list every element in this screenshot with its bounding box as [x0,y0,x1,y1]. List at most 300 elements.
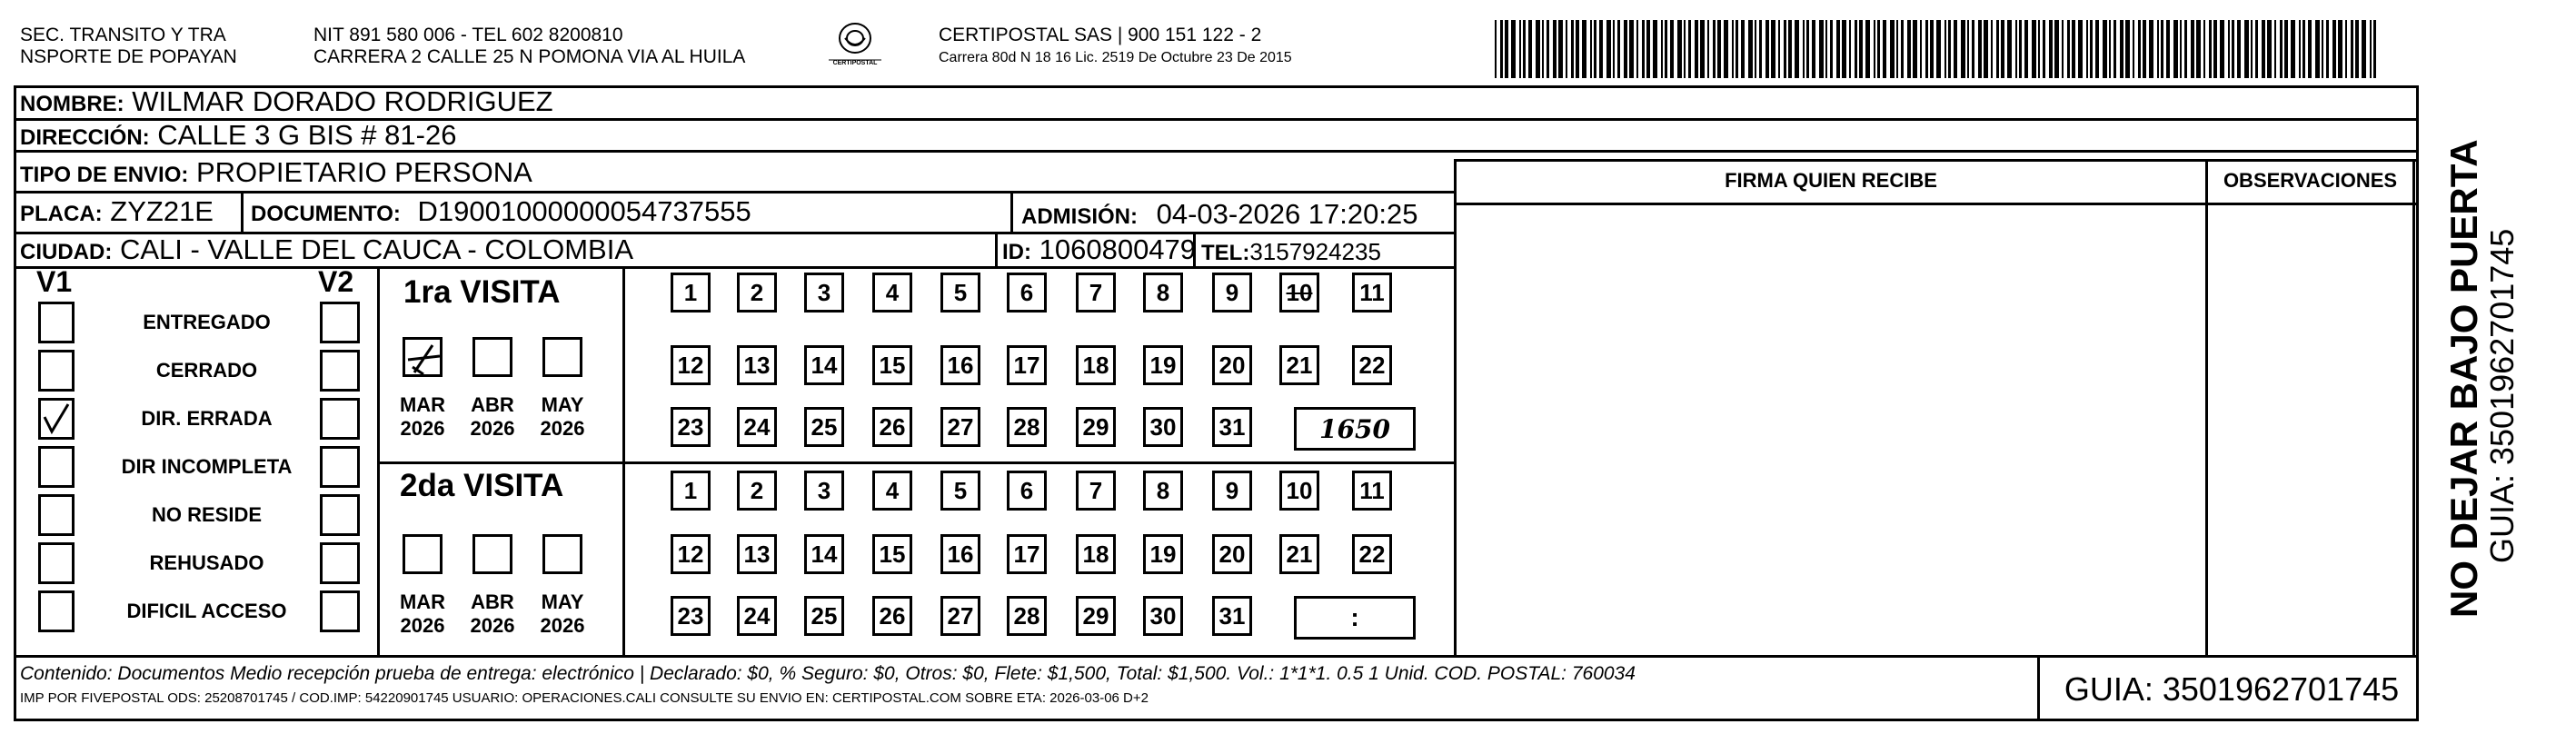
barcode-bar [1765,20,1769,78]
barcode-bar [2007,20,2012,78]
month-label [532,590,593,638]
barcode-bar [1748,20,1753,78]
barcode-bar [2180,20,2182,78]
barcode-bar [1511,20,1516,78]
day-box-13[interactable]: 13 [737,345,777,385]
barcode-bar [1896,20,1898,78]
barcode-bar [1930,20,1934,78]
barcode-bar [2213,20,2217,78]
v2-checkbox[interactable] [320,590,360,632]
day-box-7[interactable]: 7 [1076,273,1116,313]
column-divider [622,266,625,655]
certipostal-logo [825,20,885,71]
side-guia: GUIA: 3501962701745 [2483,228,2521,563]
barcode-bar [1920,20,1922,78]
tel-value: 3157924235 [1249,238,1381,265]
day-box-24[interactable]: 24 [737,596,777,636]
documento-label: DOCUMENTO: [251,202,401,226]
direccion-row [20,119,456,154]
month-checkbox[interactable] [542,337,582,377]
barcode-bar [2166,20,2170,78]
nombre-value: WILMAR DORADO RODRIGUEZ [132,85,553,117]
barcode-bar [1778,20,1780,78]
barcode-bar [2237,20,2241,78]
barcode-bar [2043,20,2045,78]
day-box-3[interactable]: 3 [804,273,844,313]
day-box-30[interactable]: 30 [1143,596,1183,636]
barcode-bar [1883,20,1886,78]
month-checkbox[interactable] [542,534,582,574]
day-box-6[interactable]: 6 [1007,273,1047,313]
barcode-bar [2138,20,2141,78]
barcode-bar [2251,20,2253,78]
barcode-bar [2086,20,2088,78]
status-label: REHUSADO [149,551,264,574]
day-box-3[interactable]: 3 [804,471,844,511]
row-divider [1454,159,2419,162]
day-box-4[interactable]: 4 [872,273,912,313]
day-box-10[interactable]: 10 [1279,471,1319,511]
barcode-bar [1874,20,1875,78]
barcode-bar [1830,20,1833,78]
column-divider [2037,655,2040,721]
barcode-bar [2351,20,2353,78]
day-box-28[interactable]: 28 [1007,407,1047,447]
barcode-bar [1528,20,1532,78]
barcode-bar [2196,20,2201,78]
barcode-bar [1677,20,1682,78]
barcode-bar [1688,20,1691,78]
month-checkbox[interactable] [472,337,512,377]
barcode-bar [1736,20,1738,78]
documento-row [251,195,751,231]
column-divider [2412,159,2415,658]
barcode-bar [1594,20,1596,78]
day-box-17[interactable]: 17 [1007,534,1047,574]
barcode-bar [2120,20,2123,78]
barcode-bar [1759,20,1762,78]
day-box-23[interactable]: 23 [671,596,711,636]
barcode-bar [2291,20,2295,78]
barcode-bar [1741,20,1745,78]
barcode-bar [1547,20,1549,78]
ciudad-row [20,233,633,269]
barcode-bar [1967,20,1969,78]
barcode-bar [1646,20,1650,78]
day-box-30[interactable]: 30 [1143,407,1183,447]
barcode-bar [2302,20,2305,78]
id-label: ID: [1002,240,1031,264]
month-year: 2026 [400,614,445,637]
documento-value: D19001000000054737555 [417,195,751,227]
tipo-label: TIPO DE ENVIO: [20,163,189,187]
day-box-15[interactable]: 15 [872,345,912,385]
footer-content: Contenido: Documentos Medio recepción prueba de entrega: electrónico | Declarado: $0, % Seguro: $0, Otros: $0, Flete: $1,500, Total: $1,500. Vol.: 1*1*1. 0.5 1 Unid. COD. POSTAL: 760034 [20,663,1636,684]
check-mark-icon [405,340,442,376]
footer-guia: GUIA: 3501962701745 [2064,670,2400,708]
barcode-bar [2109,20,2111,78]
barcode-bar [1566,20,1567,78]
barcode-bar [2191,20,2194,78]
barcode-bar [2274,20,2276,78]
placa-row [20,195,214,231]
day-box-14[interactable]: 14 [804,345,844,385]
day-box-21[interactable]: 21 [1279,345,1319,385]
company-line-1: CERTIPOSTAL SAS | 900 151 122 - 2 [939,25,1262,45]
barcode-bar [1907,20,1911,78]
month-checkbox[interactable] [403,534,443,574]
day-box-7[interactable]: 7 [1076,471,1116,511]
nit-line-2: CARRERA 2 CALLE 25 N POMONA VIA AL HUILA [313,46,746,67]
barcode-bar [1806,20,1809,78]
barcode-bar [1590,20,1592,78]
column-divider [241,191,244,234]
barcode-bar [1788,20,1792,78]
day-box-11[interactable]: 11 [1352,273,1392,313]
barcode-bar [2326,20,2329,78]
day-box-28[interactable]: 28 [1007,596,1047,636]
barcode-bar [1771,20,1775,78]
barcode-bar [2015,20,2017,78]
barcode-bar [2038,20,2040,78]
day-box-15[interactable]: 15 [872,534,912,574]
barcode-bar [1865,20,1870,78]
day-box-12[interactable]: 12 [671,345,711,385]
barcode-bar [1553,20,1557,78]
barcode-bar [2184,20,2187,78]
day-box-19[interactable]: 19 [1143,345,1183,385]
barcode-bar [1613,20,1615,78]
day-box-22[interactable]: 22 [1352,534,1392,574]
barcode-bar [1795,20,1799,78]
placa-label: PLACA: [20,202,103,226]
v2-checkbox[interactable] [320,398,360,440]
barcode-bar [1984,20,1988,78]
month-label [392,590,453,638]
direccion-value: CALLE 3 G BIS # 81-26 [157,119,457,151]
barcode-bar [2315,20,2320,78]
v1-label: V1 [36,265,73,298]
barcode-bar [1972,20,1974,78]
barcode-bar [2001,20,2004,78]
firma-header: FIRMA QUIEN RECIBE [1725,169,1937,192]
month-checkbox[interactable] [472,534,512,574]
barcode-bar [1629,20,1634,78]
barcode-bar [1936,20,1941,78]
barcode-bar [2125,20,2130,78]
v2-checkbox[interactable] [320,302,360,343]
logo-caption: CERTIPOSTAL [832,60,878,66]
admision-row [1021,198,1417,233]
barcode-bar [1954,20,1957,78]
barcode-bar [1836,20,1840,78]
nombre-label: NOMBRE: [20,92,124,116]
barcode-bar [1624,20,1627,78]
day-box-10[interactable] [1279,273,1319,313]
barcode-bar [1576,20,1579,78]
barcode-bar [2149,20,2153,78]
barcode-bar [2255,20,2258,78]
barcode-bar [1606,20,1611,78]
day-box-29[interactable]: 29 [1076,596,1116,636]
month-year: 2026 [400,417,445,440]
day-box-5[interactable]: 5 [940,471,980,511]
barcode-bar [2355,20,2359,78]
barcode-bar [1571,20,1574,78]
tel-row [1201,238,1381,266]
time-field[interactable] [1294,407,1416,451]
barcode-bar [2332,20,2336,78]
v2-label: V2 [318,265,354,298]
day-box-11[interactable]: 11 [1352,471,1392,511]
v1-checkbox[interactable] [38,446,75,488]
day-box-21[interactable]: 21 [1279,534,1319,574]
time-placeholder: : [1350,603,1359,631]
barcode-bar [2078,20,2083,78]
v1-checkbox[interactable] [38,542,75,584]
month-name: MAR [399,590,446,613]
barcode-bar [1812,20,1815,78]
month-label [462,393,523,441]
barcode-bar [1636,20,1638,78]
barcode-bar [1944,20,1946,78]
barcode-bar [1642,20,1645,78]
v2-checkbox[interactable] [320,542,360,584]
day-box-26[interactable]: 26 [872,407,912,447]
day-box-27[interactable]: 27 [940,407,980,447]
tel-label: TEL: [1201,241,1250,265]
status-label: DIFICIL ACCESO [126,600,287,622]
day-box-24[interactable]: 24 [737,407,777,447]
day-box-8[interactable]: 8 [1143,273,1183,313]
day-box-22[interactable]: 22 [1352,345,1392,385]
day-box-4[interactable]: 4 [872,471,912,511]
column-divider [1010,191,1013,234]
month-year: 2026 [540,417,585,440]
barcode-bar [1505,20,1508,78]
v1-checkbox[interactable] [38,350,75,392]
admision-label: ADMISIÓN: [1021,204,1138,229]
barcode-bar [2244,20,2249,78]
placa-value: ZYZ21E [110,195,214,227]
barcode-bar [2308,20,2312,78]
day-box-9[interactable]: 9 [1212,273,1252,313]
firma-area[interactable] [1457,205,2205,655]
day-box-12[interactable]: 12 [671,534,711,574]
barcode-bar [1617,20,1620,78]
barcode-bar [1755,20,1756,78]
month-year: 2026 [470,417,515,440]
barcode-bar [1536,20,1540,78]
barcode-bar [2262,20,2265,78]
month-label [462,590,523,638]
barcode-bar [2203,20,2205,78]
month-name: MAY [541,590,584,613]
day-box-6[interactable]: 6 [1007,471,1047,511]
barcode-bar [2370,20,2372,78]
v1-checkbox[interactable] [38,398,75,440]
ciudad-label: CIUDAD: [20,240,113,264]
day-box-1[interactable]: 1 [671,273,711,313]
day-box-19[interactable]: 19 [1143,534,1183,574]
barcode-bar [1732,20,1734,78]
barcode-bar [1495,20,1497,78]
v2-checkbox[interactable] [320,446,360,488]
month-checkbox[interactable] [403,337,443,377]
month-name: MAR [399,393,446,416]
barcode-bar [1500,20,1503,78]
v2-checkbox[interactable] [320,350,360,392]
day-box-23[interactable]: 23 [671,407,711,447]
barcode-bar [1991,20,1993,78]
nombre-row [20,85,553,121]
barcode-bar [2067,20,2070,78]
tipo-value: PROPIETARIO PERSONA [195,156,532,188]
barcode-bar [1542,20,1544,78]
direccion-label: DIRECCIÓN: [20,125,150,150]
day-box-31[interactable]: 31 [1212,596,1252,636]
day-box-16[interactable]: 16 [940,345,980,385]
barcode-bar [2267,20,2272,78]
v2-checkbox[interactable] [320,494,360,536]
barcode-bar [1684,20,1686,78]
day-box-20[interactable]: 20 [1212,345,1252,385]
day-box-20[interactable]: 20 [1212,534,1252,574]
day-box-14[interactable]: 14 [804,534,844,574]
barcode-bar [2157,20,2159,78]
barcode-bar [1859,20,1863,78]
barcode-bar [2095,20,2099,78]
day-box-13[interactable]: 13 [737,534,777,574]
barcode-bar [2062,20,2064,78]
day-number: 10 [1286,278,1313,306]
barcode-bar [1582,20,1586,78]
sender-line-2: NSPORTE DE POPAYAN [20,46,237,67]
month-name: ABR [471,590,514,613]
status-label: DIR INCOMPLETA [121,455,293,478]
observaciones-header: OBSERVACIONES [2223,169,2398,192]
barcode-bar [1558,20,1563,78]
barcode-bar [2345,20,2347,78]
footer-imp: IMP POR FIVEPOSTAL ODS: 25208701745 / COD.IMP: 54220901745 USUARIO: OPERACIONES.CALI CONSULTE SU ENVIO EN: CERTIPOSTAL.COM SOBRE ETA: 2026-03-06 D+2 [20,690,1149,706]
barcode-bar [1713,20,1716,78]
status-label: NO RESIDE [151,503,263,526]
status-label: ENTREGADO [143,311,271,333]
barcode-bar [2161,20,2163,78]
barcode-bar [2114,20,2116,78]
barcode [1495,20,2379,78]
day-box-26[interactable]: 26 [872,596,912,636]
day-box-25[interactable]: 25 [804,596,844,636]
barcode-bar [1717,20,1721,78]
row-divider [377,461,1456,464]
row-divider [14,655,2419,658]
day-box-16[interactable]: 16 [940,534,980,574]
admision-value: 04-03-2026 17:20:25 [1156,198,1418,230]
barcode-bar [1825,20,1827,78]
day-box-27[interactable]: 27 [940,596,980,636]
barcode-bar [2090,20,2093,78]
barcode-bar [2338,20,2342,78]
barcode-bar [1849,20,1851,78]
day-box-1[interactable]: 1 [671,471,711,511]
side-warning: NO DEJAR BAJO PUERTA [2442,139,2485,618]
sender-line-1: SEC. TRANSITO Y TRA [20,25,226,45]
day-box-29[interactable]: 29 [1076,407,1116,447]
barcode-bar [1855,20,1857,78]
barcode-bar [1695,20,1698,78]
barcode-bar [2228,20,2230,78]
day-box-18[interactable]: 18 [1076,534,1116,574]
barcode-bar [2049,20,2053,78]
barcode-bar [2024,20,2028,78]
barcode-bar [1670,20,1674,78]
day-box-2[interactable]: 2 [737,471,777,511]
day-box-18[interactable]: 18 [1076,345,1116,385]
barcode-bar [2220,20,2224,78]
barcode-bar [1961,20,1965,78]
v1-checkbox[interactable] [38,302,75,343]
day-box-17[interactable]: 17 [1007,345,1047,385]
barcode-bar [1901,20,1904,78]
observaciones-area[interactable] [2208,205,2412,655]
barcode-bar [1948,20,1951,78]
status-label: DIR. ERRADA [141,407,273,430]
day-box-5[interactable]: 5 [940,273,980,313]
barcode-bar [1877,20,1880,78]
barcode-bar [1803,20,1805,78]
barcode-bar [1819,20,1824,78]
id-row [1002,233,1196,269]
company-line-2: Carrera 80d N 18 16 Lic. 2519 De Octubre 23 De 2015 [939,50,1292,65]
second-visit-title: 2da VISITA [400,468,564,503]
v1-checkbox[interactable] [38,590,75,632]
day-box-25[interactable]: 25 [804,407,844,447]
tipo-row [20,156,532,192]
barcode-bar [1913,20,1917,78]
barcode-bar [1523,20,1526,78]
barcode-bar [2232,20,2234,78]
barcode-bar [2019,20,2022,78]
barcode-bar [1890,20,1895,78]
month-label [532,393,593,441]
barcode-bar [1665,20,1667,78]
barcode-bar [1724,20,1728,78]
barcode-bar [1996,20,1999,78]
handwritten-time: 1650 [1319,413,1390,444]
day-box-8[interactable]: 8 [1143,471,1183,511]
column-divider [995,232,998,268]
status-label: CERRADO [155,359,258,382]
time-field[interactable] [1294,596,1416,640]
nit-line-1: NIT 891 580 006 - TEL 602 8200810 [313,25,623,45]
barcode-bar [2133,20,2134,78]
barcode-bar [2143,20,2146,78]
day-box-9[interactable]: 9 [1212,471,1252,511]
month-year: 2026 [470,614,515,637]
barcode-bar [2299,20,2301,78]
barcode-bar [1925,20,1928,78]
day-box-2[interactable]: 2 [737,273,777,313]
barcode-bar [2103,20,2107,78]
barcode-bar [1661,20,1663,78]
column-divider [377,266,380,655]
day-box-31[interactable]: 31 [1212,407,1252,447]
barcode-bar [2032,20,2036,78]
barcode-bar [1519,20,1521,78]
barcode-bar [1842,20,1846,78]
v1-checkbox[interactable] [38,494,75,536]
